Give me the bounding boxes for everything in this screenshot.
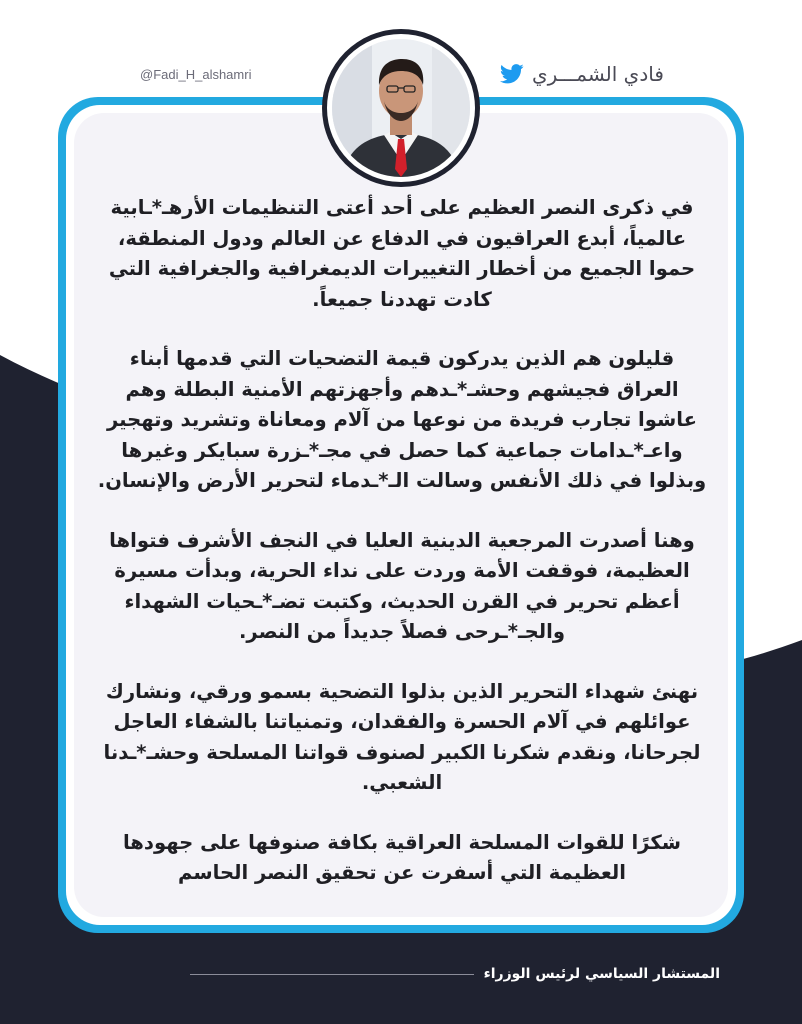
author-row[interactable] — [500, 57, 700, 91]
twitter-bird-icon — [500, 64, 524, 84]
author-name: فادي الشمـــري — [532, 62, 664, 86]
paragraph: وهنا أصدرت المرجعية الدينية العليا في النجف الأشرف فتواها العظيمة، فوقفت الأمة وردت على نداء الحرية، وبدأت مسيرة أعظم تحرير في القرن الحديث، وكتبت تضـ*ـحيات الشهداء والجـ*ـرحى فصلاً جديداً من النصر. — [109, 528, 695, 643]
paragraph: في ذكرى النصر العظيم على أحد أعتى التنظيمات الأرهـ*ـابية عالمياً، أبدع العراقيون في الدفاع عن العالم ودول المنطقة، حموا الجميع من أخطار التغييرات الديمغرافية والجغرافية التي كادت تهددنا جميعاً. — [108, 196, 696, 311]
footer-divider — [190, 974, 474, 975]
avatar[interactable] — [332, 39, 470, 177]
twitter-handle[interactable]: @Fadi_H_alshamri — [140, 67, 252, 82]
footer — [190, 959, 720, 989]
post-body — [96, 193, 708, 913]
footer-title: المستشار السياسي لرئيس الوزراء — [483, 966, 720, 982]
profile-photo — [332, 39, 470, 177]
paragraph: شكرًا للقوات المسلحة العراقية بكافة صنوفها على جهودها العظيمة التي أسفرت عن تحقيق النصر الحاسم — [122, 830, 682, 884]
paragraph: نهنئ شهداء التحرير الذين بذلوا التضحية بسمو ورقي، ونشارك عوائلهم في آلام الحسرة والفقدان، وتمنياتنا بالشفاء العاجل لجرحانا، ونقدم شكرنا الكبير لصنوف قواتنا المسلحة وحشـ*ـدنا الشعبي. — [103, 679, 701, 794]
avatar-ring — [322, 29, 480, 187]
paragraph: قليلون هم الذين يدركون قيمة التضحيات التي قدمها أبناء العراق فجيشهم وحشـ*ـدهم وأجهزتهم الأمنية البطلة وهم عاشوا تجارب فريدة من نوعها من آلام ومعاناة وتشريد وتهجير واعـ*ـدامات جماعية كما حصل في مجـ*ـزرة سبايكر وغيرها وبذلوا في ذلك الأنفس وسالت الـ*ـدماء لتحرير الأرض والإنسان. — [97, 347, 707, 492]
